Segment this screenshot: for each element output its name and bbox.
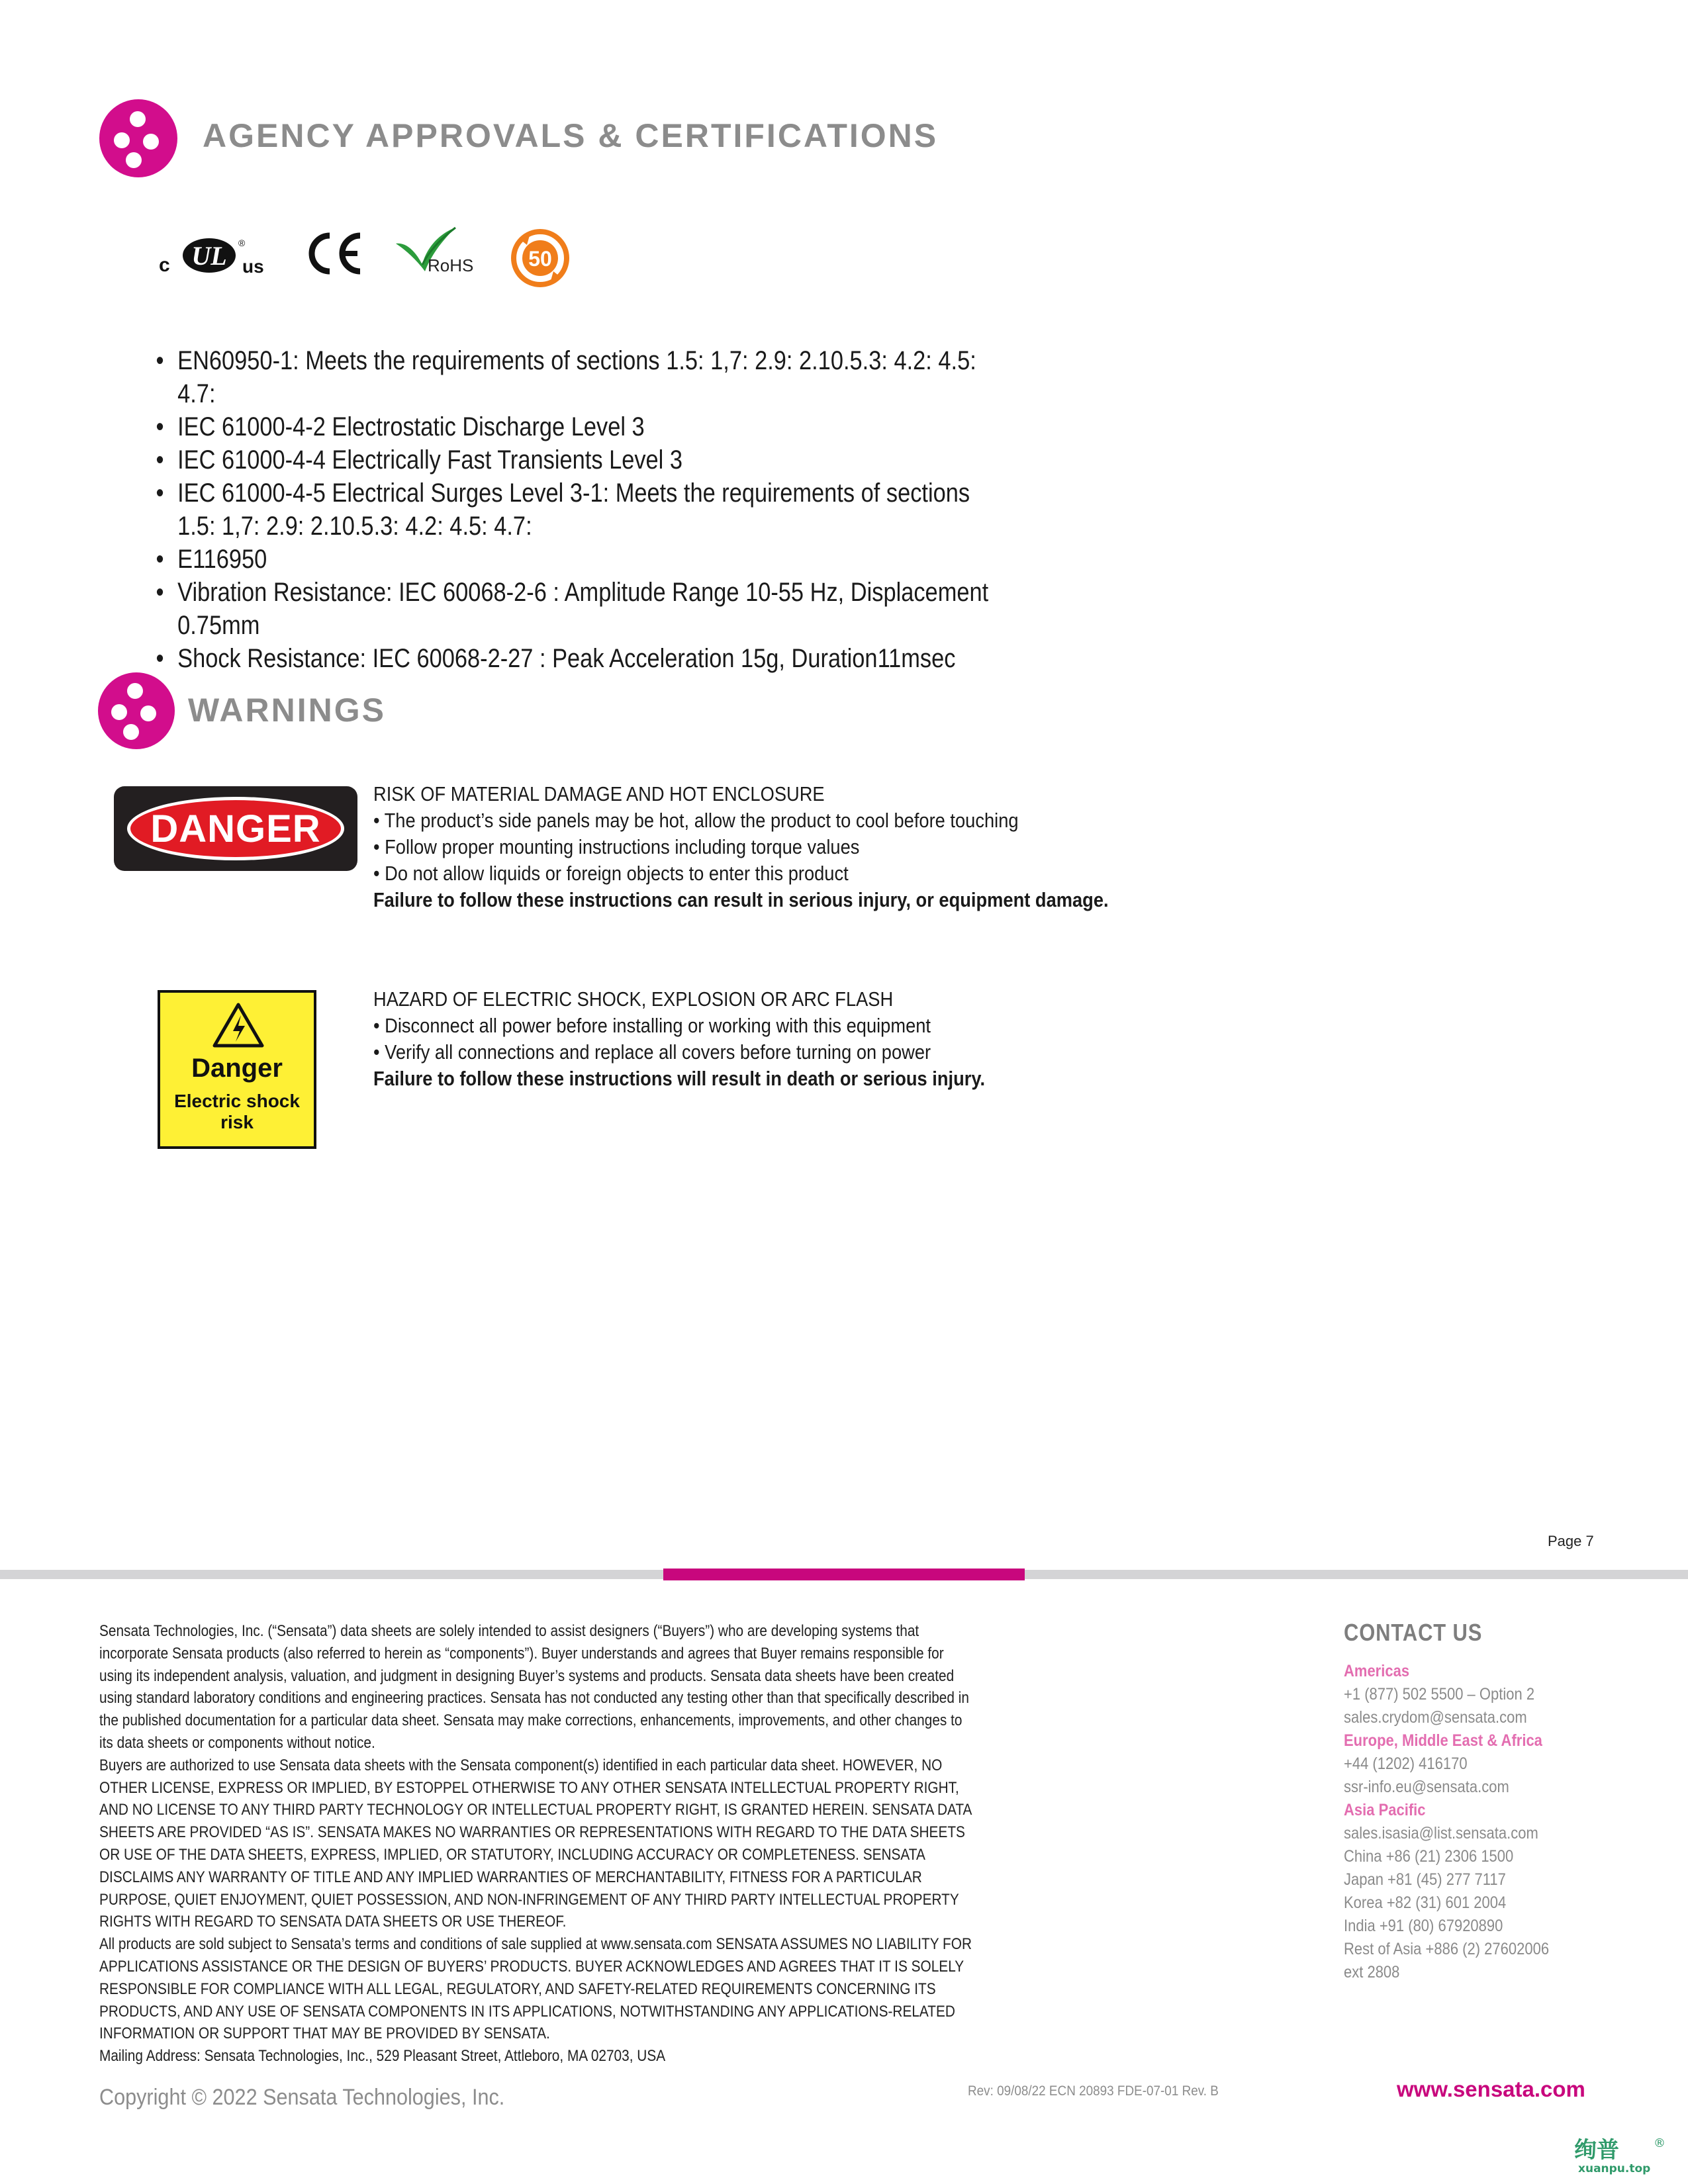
contact-phone: Japan +81 (45) 277 7117: [1344, 1870, 1506, 1889]
approval-item: • Shock Resistance: IEC 60068-2-27 : Peak Acceleration 15g, Duration11msec: [154, 642, 1008, 675]
warning-heading: HAZARD OF ELECTRIC SHOCK, EXPLOSION OR ARC FLASH: [373, 987, 894, 1011]
ul-letters: UL: [191, 241, 227, 271]
copyright: Copyright © 2022 Sensata Technologies, Inc.: [99, 2085, 505, 2110]
ce-mark: [303, 230, 369, 277]
mailing-address: Mailing Address: Sensata Technologies, Inc., 529 Pleasant Street, Attleboro, MA 02703, USA: [99, 2047, 666, 2066]
warning-item: • The product’s side panels may be hot, allow the product to cool before touching: [373, 809, 1019, 832]
shock-sign-subtitle-line: risk: [220, 1112, 254, 1132]
warning-consequence: Failure to follow these instructions will result in death or serious injury.: [373, 1067, 986, 1090]
warning-heading: RISK OF MATERIAL DAMAGE AND HOT ENCLOSURE: [373, 782, 825, 805]
contact-phone: Korea +82 (31) 601 2004: [1344, 1893, 1507, 1912]
warning-item: • Disconnect all power before installing or working with this equipment: [373, 1014, 931, 1037]
approval-item: • IEC 61000-4-5 Electrical Surges Level 3-1: Meets the requirements of sections 1.5: 1,7: 2.9: 2.10.5.3: 4.2: 4.5: 4.7:: [154, 477, 985, 543]
ul-us-letters: us: [242, 256, 264, 277]
contact-email[interactable]: ssr-info.eu@sensata.com: [1344, 1778, 1509, 1796]
contact-title: CONTACT US: [1344, 1619, 1483, 1646]
section-dots-icon: [98, 672, 175, 749]
legal-paragraph: Sensata Technologies, Inc. (“Sensata”) data sheets are solely intended to assist designers (“Buyers”) who are developing systems that incorporate Sensata products (also referred to herein as “components”). Buyer understands and agrees that Buyer remains responsible for using its independent analysis, valuation, and judgment in designing Buyer’s systems and products. Sensata data sheets have been created using standard laboratory conditions and engineering practices. Sensata has not conducted any testing other than that specifically described in the published documentation for a particular data sheet. Sensata may make corrections, enhancements, improvements, and other changes to its data sheets or components without notice.: [99, 1622, 969, 1752]
legal-disclaimer: [99, 1620, 977, 2068]
electric-shock-sign: [158, 990, 316, 1149]
contact-email[interactable]: sales.isasia@list.sensata.com: [1344, 1824, 1538, 1843]
contact-phone: +44 (1202) 416170: [1344, 1754, 1468, 1773]
contact-phone: +1 (877) 502 5500 – Option 2: [1344, 1685, 1535, 1704]
warning-electric-shock: [373, 986, 1131, 1092]
section-title-warnings: WARNINGS: [188, 692, 386, 729]
certification-marks: [156, 225, 580, 291]
contact-phone-ext: ext 2808: [1344, 1963, 1400, 1981]
warning-consequence: Failure to follow these instructions can result in serious injury, or equipment damage.: [373, 888, 1109, 911]
approval-item: • E116950: [154, 543, 1008, 576]
warning-item: • Verify all connections and replace all covers before turning on power: [373, 1040, 931, 1064]
rohs-text: RoHS: [428, 255, 474, 275]
warning-hot-enclosure: [373, 781, 1131, 913]
rohs-mark: [392, 225, 485, 278]
high-voltage-icon: [212, 1002, 265, 1048]
ce-mark-text: CE: [303, 230, 305, 231]
contact-phone: China +86 (21) 2306 1500: [1344, 1847, 1514, 1866]
shock-sign-title: Danger: [191, 1054, 283, 1083]
warning-item: • Do not allow liquids or foreign objects to enter this product: [373, 862, 849, 885]
ul-registered: ®: [238, 238, 246, 248]
contact-region-americas: Americas: [1344, 1662, 1410, 1680]
section-title-approvals: AGENCY APPROVALS & CERTIFICATIONS: [203, 117, 939, 154]
approval-item: • IEC 61000-4-2 Electrostatic Discharge Level 3: [154, 410, 1008, 443]
contact-us: [1344, 1619, 1675, 1984]
watermark-logo: [1571, 2135, 1671, 2175]
approval-item: • IEC 61000-4-4 Electrically Fast Transients Level 3: [154, 443, 1008, 477]
legal-paragraph: Buyers are authorized to use Sensata data sheets with the Sensata component(s) identified in each particular data sheet. HOWEVER, NO OTHER LICENSE, EXPRESS OR IMPLIED, BY ESTOPPEL OTHERWISE TO ANY OTHER SENSATA INTELLECTUAL PROPERTY RIGHT, AND NO LICENSE TO ANY THIRD PARTY TECHNOLOGY OR INTELLECTUAL PROPERTY RIGHT, IS GRANTED HEREIN. SENSATA DATA SHEETS ARE PROVIDED “AS IS”. SENSATA MAKES NO WARRANTIES OR REPRESENTATIONS WITH REGARD TO THE DATA SHEETS OR USE OF THE DATA SHEETS, EXPRESS, IMPLIED, OR STATUTORY, INCLUDING ACCURACY OR COMPLETENESS. SENSATA DISCLAIMS ANY WARRANTY OF TITLE AND ANY IMPLIED WARRANTIES OF MERCHANTABILITY, FITNESS FOR A PARTICULAR PURPOSE, QUIET ENJOYMENT, QUIET POSSESSION, AND NON-INFRINGEMENT OF ANY THIRD PARTY INTELLECTUAL PROPERTY RIGHTS WITH REGARD TO SENSATA DATA SHEETS OR USE THEREOF.: [99, 1756, 972, 1931]
contact-email[interactable]: sales.crydom@sensata.com: [1344, 1708, 1527, 1727]
approvals-list: [154, 344, 1008, 675]
ul-listed-mark: [156, 232, 275, 278]
eco-50-mark: [507, 225, 573, 291]
website-link[interactable]: www.sensata.com: [1397, 2077, 1585, 2101]
eco-50-text: 50: [528, 247, 552, 271]
revision-info: Rev: 09/08/22 ECN 20893 FDE-07-01 Rev. B: [968, 2083, 1219, 2099]
legal-paragraph: All products are sold subject to Sensata’s terms and conditions of sale supplied at www.sensata.com SENSATA ASSUMES NO LIABILITY FOR APPLICATIONS ASSISTANCE OR THE DESIGN OF BUYERS’ PRODUCTS. BUYER ACKNOWLEDGES AND AGREES THAT IT IS SOLELY RESPONSIBLE FOR COMPLIANCE WITH ALL LEGAL, REGULATORY, AND SAFETY-RELATED REQUIREMENTS CONCERNING ITS PRODUCTS, AND ANY USE OF SENSATA COMPONENTS IN ITS APPLICATIONS, NOTWITHSTANDING ANY APPLICATIONS-RELATED INFORMATION OR SUPPORT THAT MAY BE PROVIDED BY SENSATA.: [99, 1935, 972, 2043]
danger-sign-label: DANGER: [127, 797, 344, 860]
watermark-reg: ®: [1654, 2136, 1665, 2150]
contact-region-emea: Europe, Middle East & Africa: [1344, 1731, 1542, 1750]
warning-item: • Follow proper mounting instructions including torque values: [373, 835, 860, 858]
footer-divider-accent: [663, 1569, 1025, 1580]
approval-item: • EN60950-1: Meets the requirements of sections 1.5: 1,7: 2.9: 2.10.5.3: 4.2: 4.5: 4.7:: [154, 344, 1008, 410]
contact-phone: India +91 (80) 67920890: [1344, 1917, 1503, 1935]
page-number: Page 7: [1548, 1533, 1594, 1549]
contact-region-apac: Asia Pacific: [1344, 1801, 1426, 1819]
watermark-cn: 绚普: [1574, 2137, 1619, 2163]
danger-sign: [114, 786, 357, 871]
ul-c-letter: c: [159, 254, 170, 276]
approval-item: • Vibration Resistance: IEC 60068-2-6 : Amplitude Range 10-55 Hz, Displacement 0.75mm: [154, 576, 1008, 642]
watermark-en: xuanpu.top: [1578, 2162, 1651, 2175]
contact-phone: Rest of Asia +886 (2) 27602006: [1344, 1940, 1550, 1958]
shock-sign-subtitle: [160, 1091, 314, 1133]
shock-sign-subtitle-line: Electric shock: [174, 1091, 300, 1111]
section-dots-icon: [99, 99, 177, 177]
